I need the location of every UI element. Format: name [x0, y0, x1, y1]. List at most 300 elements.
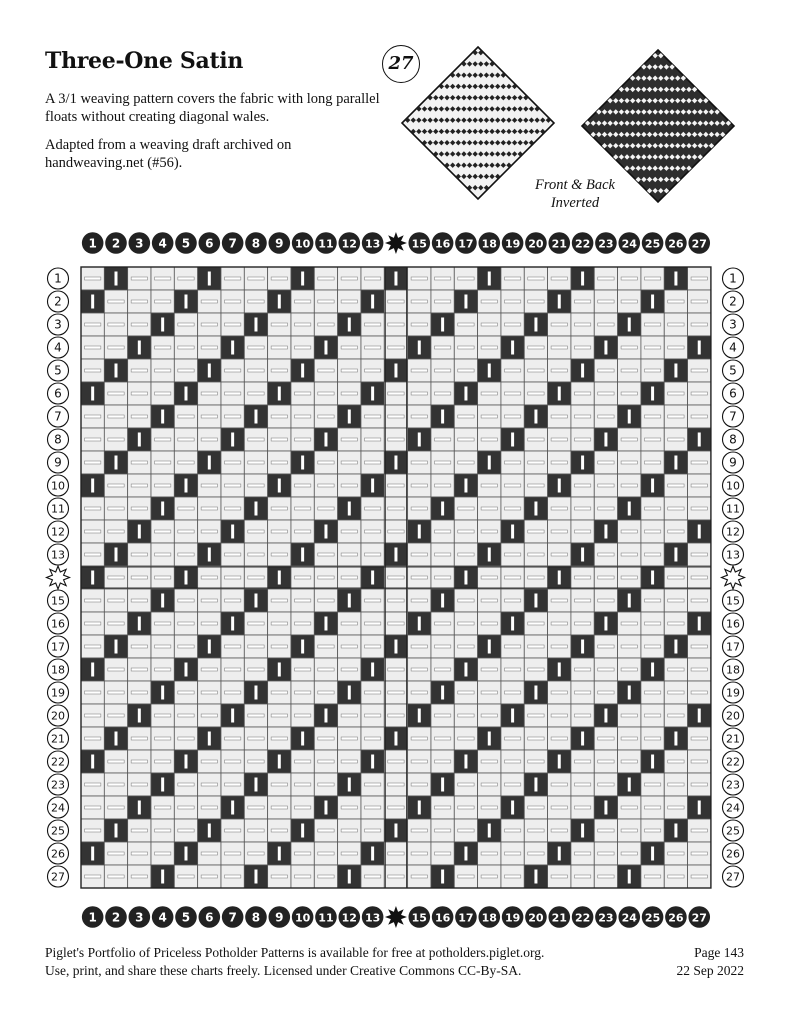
weft-mark	[481, 415, 497, 418]
weft-mark	[644, 323, 660, 326]
column-number: 6	[205, 236, 214, 251]
warp-mark	[628, 410, 631, 424]
weft-mark	[598, 461, 614, 464]
weft-mark	[201, 691, 217, 694]
weft-mark	[598, 599, 614, 602]
weft-mark	[551, 323, 567, 326]
warp-mark	[161, 318, 164, 332]
warp-mark	[441, 318, 444, 332]
weft-mark	[644, 461, 660, 464]
weft-mark	[388, 530, 404, 533]
weft-mark	[364, 806, 380, 809]
weft-mark	[504, 760, 520, 763]
weft-mark	[434, 484, 450, 487]
column-number: 26	[668, 237, 684, 251]
weft-mark	[458, 277, 474, 280]
weft-mark	[551, 530, 567, 533]
weft-mark	[131, 875, 147, 878]
weft-mark	[85, 599, 101, 602]
weft-mark	[504, 323, 520, 326]
warp-mark	[348, 778, 351, 792]
weft-mark	[481, 668, 497, 671]
weft-mark	[201, 392, 217, 395]
weft-mark	[271, 438, 287, 441]
weft-mark	[341, 622, 357, 625]
weft-mark	[318, 392, 334, 395]
weft-mark	[318, 576, 334, 579]
weft-mark	[388, 507, 404, 510]
weft-mark	[551, 553, 567, 556]
weft-mark	[248, 737, 264, 740]
warp-mark	[161, 870, 164, 884]
column-number: 8	[251, 910, 261, 925]
weft-mark	[294, 300, 310, 303]
weft-mark	[598, 553, 614, 556]
weft-mark	[691, 415, 707, 418]
row-number: 20	[726, 709, 740, 723]
column-number: 19	[504, 237, 521, 251]
weft-mark	[434, 461, 450, 464]
weft-mark	[178, 806, 194, 809]
warp-mark	[534, 318, 537, 332]
weft-mark	[574, 438, 590, 441]
weft-mark	[294, 668, 310, 671]
weft-mark	[434, 645, 450, 648]
weft-mark	[224, 829, 240, 832]
row-number: 15	[51, 594, 65, 608]
weft-mark	[388, 760, 404, 763]
weft-mark	[294, 852, 310, 855]
weft-mark	[85, 530, 101, 533]
weft-mark	[108, 714, 124, 717]
weft-mark	[551, 829, 567, 832]
weft-mark	[154, 806, 170, 809]
warp-mark	[651, 663, 654, 677]
column-number: 4	[158, 236, 167, 251]
warp-mark	[138, 617, 141, 631]
row-number: 27	[726, 870, 740, 884]
weft-mark	[528, 346, 544, 349]
weft-mark	[108, 852, 124, 855]
warp-mark	[231, 709, 234, 723]
weft-mark	[341, 760, 357, 763]
weft-mark	[201, 530, 217, 533]
warp-mark	[698, 341, 701, 355]
column-number: 3	[135, 236, 144, 251]
weft-mark	[574, 691, 590, 694]
weft-mark	[85, 346, 101, 349]
weft-mark	[434, 530, 450, 533]
weft-mark	[574, 714, 590, 717]
weft-mark	[201, 875, 217, 878]
weft-mark	[411, 668, 427, 671]
weft-mark	[598, 300, 614, 303]
weft-mark	[411, 553, 427, 556]
weft-mark	[528, 553, 544, 556]
warp-mark	[161, 778, 164, 792]
warp-mark	[628, 870, 631, 884]
warp-mark	[91, 295, 94, 309]
weft-mark	[574, 300, 590, 303]
weft-mark	[388, 576, 404, 579]
weft-mark	[411, 576, 427, 579]
row-number: 17	[726, 640, 740, 654]
warp-mark	[371, 571, 374, 585]
weft-mark	[178, 783, 194, 786]
weft-mark	[598, 760, 614, 763]
weft-mark	[294, 415, 310, 418]
weft-mark	[341, 737, 357, 740]
weft-mark	[108, 415, 124, 418]
weft-mark	[691, 760, 707, 763]
weft-mark	[248, 277, 264, 280]
warp-mark	[114, 640, 117, 654]
weft-mark	[691, 737, 707, 740]
weft-mark	[644, 714, 660, 717]
weft-mark	[85, 714, 101, 717]
weft-mark	[574, 346, 590, 349]
weft-mark	[85, 806, 101, 809]
weft-mark	[388, 392, 404, 395]
warp-mark	[91, 571, 94, 585]
weft-mark	[621, 760, 637, 763]
weft-mark	[201, 576, 217, 579]
weft-mark	[224, 668, 240, 671]
weft-mark	[458, 461, 474, 464]
row-number: 5	[729, 363, 737, 378]
row-number: 9	[54, 455, 62, 470]
weft-mark	[248, 645, 264, 648]
weft-mark	[201, 806, 217, 809]
row-number: 4	[54, 340, 62, 355]
weft-mark	[85, 783, 101, 786]
warp-mark	[371, 755, 374, 769]
column-number: 8	[251, 236, 261, 251]
weft-mark	[458, 553, 474, 556]
row-number: 24	[51, 801, 65, 815]
weft-mark	[364, 438, 380, 441]
warp-mark	[698, 617, 701, 631]
weft-mark	[434, 622, 450, 625]
weft-mark	[154, 668, 170, 671]
warp-mark	[301, 640, 304, 654]
weft-mark	[271, 369, 287, 372]
weft-mark	[294, 714, 310, 717]
weft-mark	[178, 691, 194, 694]
weft-mark	[458, 737, 474, 740]
weft-mark	[644, 691, 660, 694]
weft-mark	[318, 553, 334, 556]
weft-mark	[201, 852, 217, 855]
weft-mark	[294, 622, 310, 625]
weft-mark	[411, 484, 427, 487]
weft-mark	[131, 668, 147, 671]
warp-mark	[464, 847, 467, 861]
weft-mark	[458, 645, 474, 648]
weft-mark	[108, 622, 124, 625]
weft-mark	[294, 323, 310, 326]
weft-mark	[364, 461, 380, 464]
warp-mark	[254, 410, 257, 424]
warp-mark	[114, 272, 117, 286]
weft-mark	[248, 714, 264, 717]
weft-mark	[481, 530, 497, 533]
column-number: 5	[181, 236, 191, 251]
weft-mark	[458, 369, 474, 372]
weft-mark	[598, 415, 614, 418]
warp-mark	[254, 318, 257, 332]
weft-mark	[201, 783, 217, 786]
weft-mark	[574, 599, 590, 602]
weft-mark	[551, 369, 567, 372]
weft-mark	[131, 645, 147, 648]
weft-mark	[574, 760, 590, 763]
weft-mark	[294, 691, 310, 694]
weft-mark	[154, 852, 170, 855]
weft-mark	[341, 645, 357, 648]
weft-mark	[154, 300, 170, 303]
column-number: 18	[481, 911, 497, 925]
column-number: 5	[181, 910, 191, 925]
warp-mark	[278, 663, 281, 677]
weft-mark	[154, 438, 170, 441]
weft-mark	[481, 599, 497, 602]
weft-mark	[201, 484, 217, 487]
weft-mark	[644, 369, 660, 372]
weft-mark	[504, 783, 520, 786]
weft-mark	[318, 599, 334, 602]
warp-mark	[254, 778, 257, 792]
weft-mark	[201, 300, 217, 303]
row-number: 1	[54, 271, 62, 286]
weft-mark	[528, 622, 544, 625]
weft-mark	[434, 829, 450, 832]
weft-mark	[85, 369, 101, 372]
weft-mark	[271, 806, 287, 809]
weft-mark	[598, 737, 614, 740]
weft-mark	[621, 668, 637, 671]
star-icon	[385, 232, 407, 254]
warp-mark	[441, 410, 444, 424]
weft-mark	[621, 829, 637, 832]
warp-mark	[348, 594, 351, 608]
weft-mark	[364, 415, 380, 418]
weft-mark	[621, 645, 637, 648]
weft-mark	[364, 323, 380, 326]
weft-mark	[411, 691, 427, 694]
warp-mark	[604, 709, 607, 723]
weft-mark	[248, 461, 264, 464]
warp-mark	[698, 433, 701, 447]
page-date: 22 Sep 2022	[676, 963, 744, 978]
weft-mark	[131, 277, 147, 280]
warp-mark	[488, 364, 491, 378]
weft-mark	[271, 553, 287, 556]
warp-mark	[674, 456, 677, 470]
warp-mark	[604, 341, 607, 355]
warp-mark	[464, 663, 467, 677]
weft-mark	[201, 415, 217, 418]
footer-line-2: Use, print, and share these charts freely. Licensed under Creative Commons CC-By-SA.	[45, 963, 522, 978]
warp-mark	[208, 824, 211, 838]
weft-mark	[598, 392, 614, 395]
row-number: 25	[726, 824, 740, 838]
weft-mark	[294, 783, 310, 786]
weft-mark	[691, 323, 707, 326]
row-number: 8	[54, 432, 62, 447]
weft-mark	[434, 806, 450, 809]
column-number: 15	[411, 911, 427, 925]
weft-mark	[574, 576, 590, 579]
weft-mark	[85, 277, 101, 280]
warp-mark	[534, 778, 537, 792]
warp-mark	[278, 755, 281, 769]
weft-mark	[201, 599, 217, 602]
weft-mark	[224, 645, 240, 648]
warp-mark	[628, 686, 631, 700]
weft-mark	[691, 783, 707, 786]
warp-mark	[651, 847, 654, 861]
weft-mark	[481, 507, 497, 510]
warp-mark	[628, 502, 631, 516]
weft-mark	[668, 714, 684, 717]
weft-mark	[621, 806, 637, 809]
weft-mark	[691, 875, 707, 878]
weft-mark	[341, 714, 357, 717]
column-number: 18	[481, 237, 497, 251]
weft-mark	[668, 760, 684, 763]
weft-mark	[224, 392, 240, 395]
weft-mark	[551, 461, 567, 464]
weft-mark	[434, 714, 450, 717]
weft-mark	[108, 300, 124, 303]
weft-mark	[341, 668, 357, 671]
warp-mark	[231, 525, 234, 539]
warp-mark	[628, 594, 631, 608]
row-number: 19	[726, 686, 740, 700]
weft-mark	[341, 553, 357, 556]
weft-mark	[458, 346, 474, 349]
weft-mark	[388, 852, 404, 855]
weft-mark	[131, 553, 147, 556]
warp-mark	[488, 640, 491, 654]
weft-mark	[574, 668, 590, 671]
weft-mark	[481, 691, 497, 694]
weft-mark	[108, 806, 124, 809]
warp-mark	[184, 755, 187, 769]
column-number: 15	[411, 237, 427, 251]
weft-mark	[178, 645, 194, 648]
row-number: 2	[729, 294, 737, 309]
warp-mark	[161, 686, 164, 700]
weft-mark	[224, 369, 240, 372]
warp-mark	[301, 272, 304, 286]
column-number: 16	[434, 911, 451, 925]
column-number: 19	[504, 911, 521, 925]
warp-mark	[511, 801, 514, 815]
weft-mark	[691, 852, 707, 855]
column-number: 26	[668, 911, 684, 925]
warp-mark	[534, 686, 537, 700]
weft-mark	[574, 622, 590, 625]
column-number: 10	[294, 237, 311, 251]
weft-mark	[691, 668, 707, 671]
weft-mark	[108, 691, 124, 694]
warp-mark	[558, 479, 561, 493]
weft-mark	[411, 829, 427, 832]
weft-mark	[178, 438, 194, 441]
row-number: 21	[726, 732, 740, 746]
weft-mark	[481, 346, 497, 349]
weft-mark	[108, 875, 124, 878]
warp-mark	[114, 456, 117, 470]
warp-mark	[394, 640, 397, 654]
weft-mark	[644, 645, 660, 648]
warp-mark	[371, 387, 374, 401]
warp-mark	[511, 617, 514, 631]
column-number: 20	[528, 911, 544, 925]
weft-mark	[108, 783, 124, 786]
weft-mark	[551, 438, 567, 441]
weft-mark	[271, 829, 287, 832]
warp-mark	[441, 686, 444, 700]
weft-mark	[411, 392, 427, 395]
warp-mark	[558, 755, 561, 769]
warp-mark	[184, 847, 187, 861]
weft-mark	[248, 576, 264, 579]
weft-mark	[434, 668, 450, 671]
weft-mark	[294, 346, 310, 349]
warp-mark	[348, 870, 351, 884]
weft-mark	[248, 852, 264, 855]
column-number: 13	[364, 237, 381, 251]
row-number: 13	[51, 548, 65, 562]
weft-mark	[411, 875, 427, 878]
weft-mark	[131, 783, 147, 786]
weft-mark	[201, 346, 217, 349]
column-number: 22	[574, 911, 591, 925]
weft-mark	[364, 622, 380, 625]
weft-mark	[504, 484, 520, 487]
weft-mark	[341, 829, 357, 832]
weft-mark	[388, 714, 404, 717]
weft-mark	[341, 461, 357, 464]
warp-mark	[581, 824, 584, 838]
weft-mark	[201, 760, 217, 763]
column-number: 2	[111, 236, 121, 251]
warp-mark	[324, 709, 327, 723]
warp-mark	[698, 801, 701, 815]
weft-mark	[318, 369, 334, 372]
page-title: Three-One Satin	[45, 48, 244, 74]
warp-mark	[651, 387, 654, 401]
weft-mark	[294, 530, 310, 533]
weft-mark	[668, 691, 684, 694]
star-icon	[722, 566, 745, 589]
weft-mark	[178, 530, 194, 533]
weft-mark	[248, 760, 264, 763]
warp-mark	[301, 732, 304, 746]
weft-mark	[598, 277, 614, 280]
weft-mark	[528, 737, 544, 740]
weft-mark	[528, 438, 544, 441]
weft-mark	[574, 484, 590, 487]
weft-mark	[201, 622, 217, 625]
weft-mark	[364, 553, 380, 556]
weft-mark	[131, 484, 147, 487]
weft-mark	[621, 484, 637, 487]
weft-mark	[411, 300, 427, 303]
